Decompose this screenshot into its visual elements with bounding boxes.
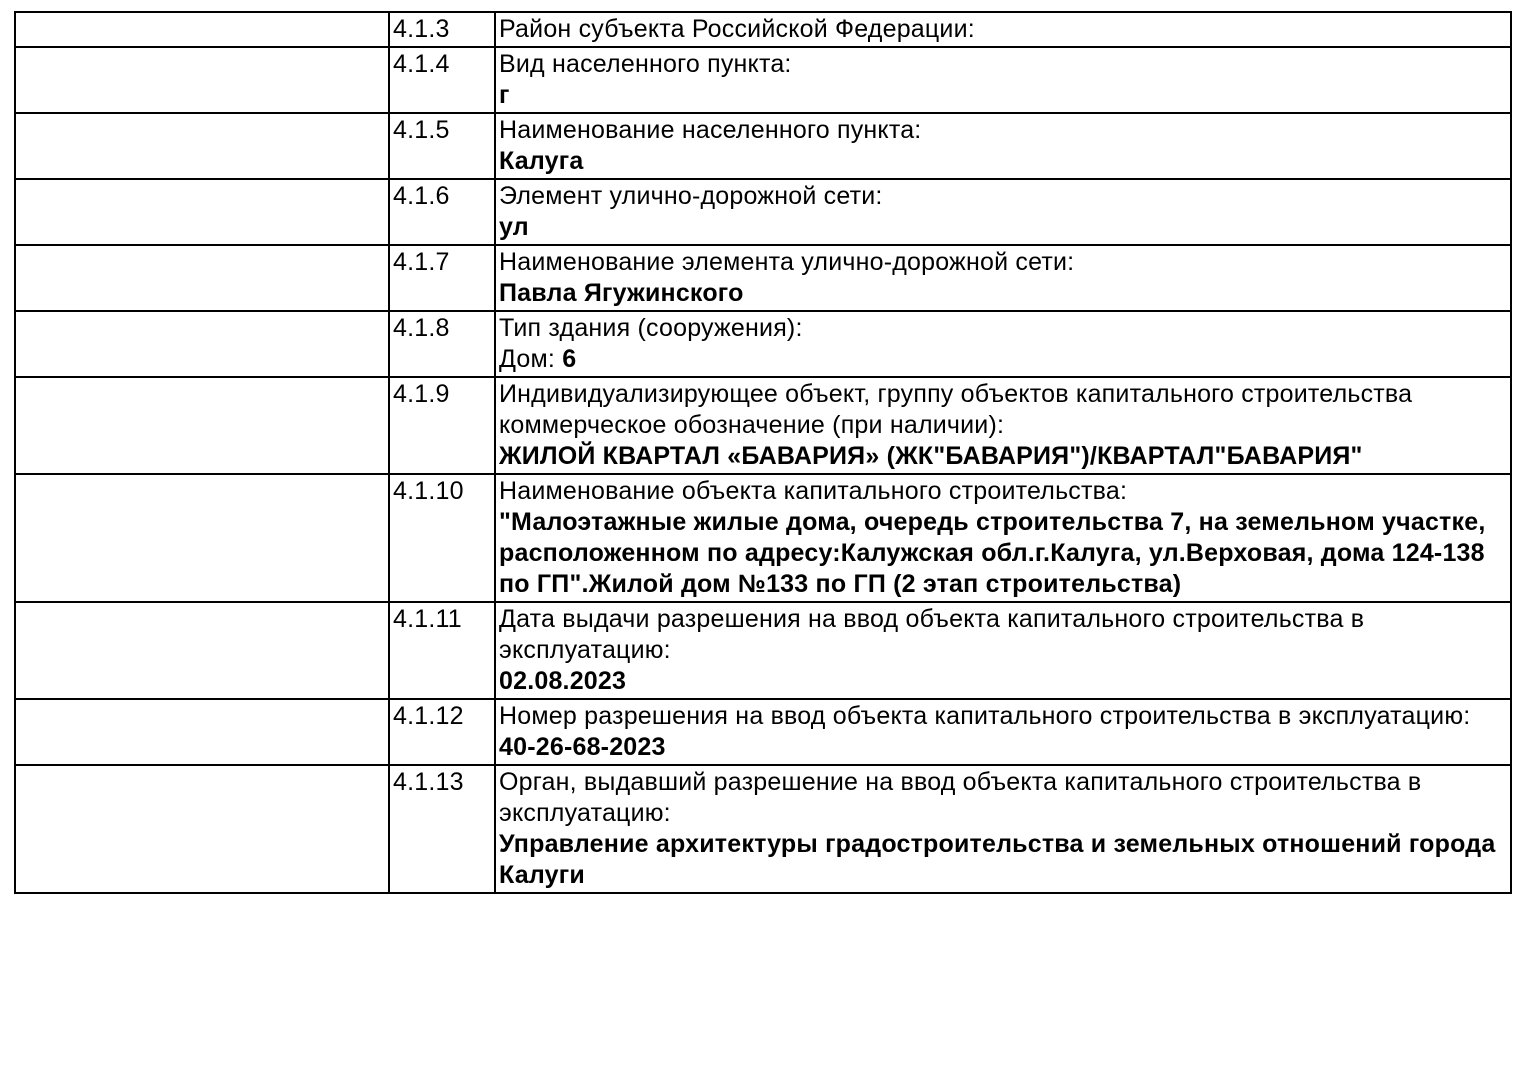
row-label: Наименование объекта капитального строительства: [499, 477, 1128, 505]
row-value-line [499, 732, 1507, 763]
row-code: 4.1.12 [389, 699, 495, 765]
row-text-cell [495, 113, 1511, 179]
row-spacer-cell [15, 12, 389, 47]
row-text-cell [495, 377, 1511, 474]
row-value-line [499, 146, 1507, 177]
row-spacer-cell [15, 311, 389, 377]
row-code: 4.1.10 [389, 474, 495, 602]
row-text-cell [495, 699, 1511, 765]
row-value: 6 [562, 345, 577, 373]
row-value: 40-26-68-2023 [499, 733, 666, 761]
row-value: г [499, 81, 510, 109]
row-value-line [499, 829, 1507, 891]
row-code: 4.1.8 [389, 311, 495, 377]
row-text-cell [495, 474, 1511, 602]
row-text-cell [495, 12, 1511, 47]
table-row [15, 113, 1511, 179]
row-value-prefix: Дом: [499, 345, 563, 373]
row-spacer-cell [15, 179, 389, 245]
row-value-line [499, 212, 1507, 243]
row-value-line [499, 344, 1507, 375]
row-value-line [499, 278, 1507, 309]
row-value: Павла Ягужинского [499, 279, 744, 307]
row-label: Индивидуализирующее объект, группу объектов капитального строительства коммерческое обозначение (при наличии): [499, 380, 1413, 439]
row-spacer-cell [15, 113, 389, 179]
row-label: Наименование населенного пункта: [499, 116, 922, 144]
row-code: 4.1.9 [389, 377, 495, 474]
row-text-cell [495, 311, 1511, 377]
row-value: ЖИЛОЙ КВАРТАЛ «БАВАРИЯ» (ЖК"БАВАРИЯ")/КВАРТАЛ"БАВАРИЯ" [499, 442, 1363, 470]
row-spacer-cell [15, 377, 389, 474]
row-value-line [499, 507, 1507, 600]
row-value: Управление архитектуры градостроительства и земельных отношений города Калуги [499, 830, 1496, 889]
row-spacer-cell [15, 245, 389, 311]
row-label: Элемент улично-дорожной сети: [499, 182, 883, 210]
row-value: ул [499, 213, 529, 241]
row-code: 4.1.5 [389, 113, 495, 179]
row-code: 4.1.3 [389, 12, 495, 47]
table-row [15, 179, 1511, 245]
row-label: Вид населенного пункта: [499, 50, 792, 78]
row-spacer-cell [15, 765, 389, 893]
row-code: 4.1.7 [389, 245, 495, 311]
row-code: 4.1.11 [389, 602, 495, 699]
row-value: 02.08.2023 [499, 667, 627, 695]
table-row [15, 47, 1511, 113]
row-value-line [499, 80, 1507, 111]
row-text-cell [495, 602, 1511, 699]
row-spacer-cell [15, 47, 389, 113]
row-spacer-cell [15, 474, 389, 602]
row-label: Наименование элемента улично-дорожной сети: [499, 248, 1075, 276]
row-value: "Малоэтажные жилые дома, очередь строительства 7, на земельном участке, расположенном по адресу:Калужская обл.г.Калуга, ул.Верховая, дома 124-138 по ГП".Жилой дом №133 по ГП (2 этап строительства) [499, 508, 1486, 598]
row-label: Орган, выдавший разрешение на ввод объекта капитального строительства в эксплуатацию: [499, 768, 1422, 827]
table-row [15, 12, 1511, 47]
table-row [15, 699, 1511, 765]
row-value-line [499, 441, 1507, 472]
row-text-cell [495, 179, 1511, 245]
table-row [15, 377, 1511, 474]
declaration-table [14, 11, 1512, 894]
row-value: Калуга [499, 147, 584, 175]
row-text-cell [495, 245, 1511, 311]
row-code: 4.1.4 [389, 47, 495, 113]
row-label: Номер разрешения на ввод объекта капитального строительства в эксплуатацию: [499, 702, 1471, 730]
row-text-cell [495, 765, 1511, 893]
row-spacer-cell [15, 602, 389, 699]
table-row [15, 765, 1511, 893]
row-label: Тип здания (сооружения): [499, 314, 803, 342]
row-text-cell [495, 47, 1511, 113]
row-value-line [499, 666, 1507, 697]
table-row [15, 474, 1511, 602]
table-row [15, 602, 1511, 699]
table-row [15, 245, 1511, 311]
table-row [15, 311, 1511, 377]
row-label: Район субъекта Российской Федерации: [499, 15, 975, 43]
row-label: Дата выдачи разрешения на ввод объекта капитального строительства в эксплуатацию: [499, 605, 1365, 664]
row-code: 4.1.6 [389, 179, 495, 245]
row-code: 4.1.13 [389, 765, 495, 893]
row-spacer-cell [15, 699, 389, 765]
